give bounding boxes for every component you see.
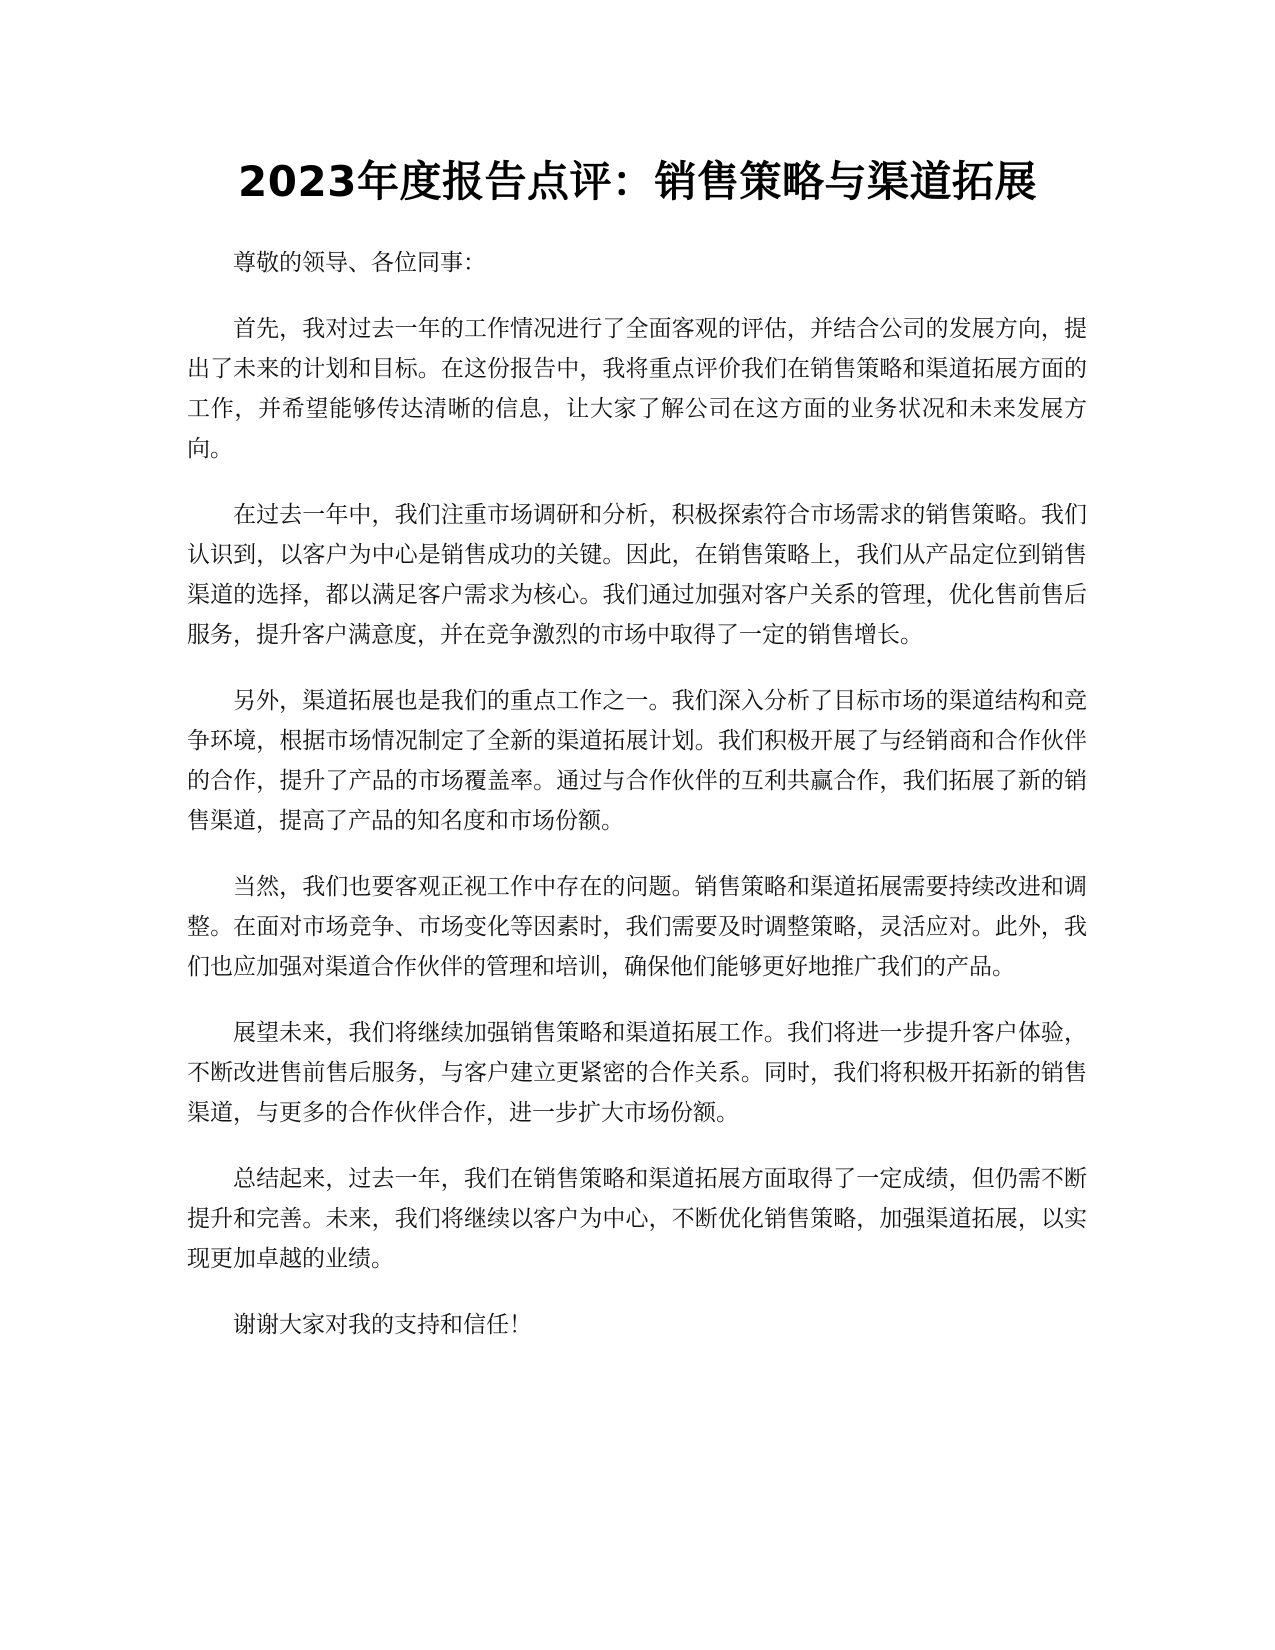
closing-paragraph: 谢谢大家对我的支持和信任！ bbox=[233, 1312, 532, 1338]
outlook-paragraph: 展望未来，我们将继续加强销售策略和渠道拓展工作。我们将进一步提升客户体验，不断改进售前售后服务，与客户建立更紧密的合作关系。同时，我们将积极开拓新的销售渠道，与更多的合作伙伴合作，进一步扩大市场份额。 bbox=[187, 1020, 1087, 1126]
sales-strategy-paragraph: 在过去一年中，我们注重市场调研和分析，积极探索符合市场需求的销售策略。我们认识到，以客户为中心是销售成功的关键。因此，在销售策略上，我们从产品定位到销售渠道的选择，都以满足客户需求为核心。我们通过加强对客户关系的管理，优化售前售后服务，提升客户满意度，并在竞争激烈的市场中取得了一定的销售增长。 bbox=[187, 502, 1087, 648]
document-title: 2023年度报告点评：销售策略与渠道拓展 bbox=[238, 157, 1037, 206]
document-body bbox=[187, 243, 1087, 1371]
issues-paragraph: 当然，我们也要客观正视工作中存在的问题。销售策略和渠道拓展需要持续改进和调整。在面对市场竞争、市场变化等因素时，我们需要及时调整策略，灵活应对。此外，我们也应加强对渠道合作伙伴的管理和培训，确保他们能够更好地推广我们的产品。 bbox=[187, 874, 1087, 980]
salutation-paragraph: 尊敬的领导、各位同事： bbox=[233, 250, 486, 276]
intro-paragraph: 首先，我对过去一年的工作情况进行了全面客观的评估，并结合公司的发展方向，提出了未来的计划和目标。在这份报告中，我将重点评价我们在销售策略和渠道拓展方面的工作，并希望能够传达清晰的信息，让大家了解公司在这方面的业务状况和未来发展方向。 bbox=[187, 316, 1087, 462]
summary-paragraph: 总结起来，过去一年，我们在销售策略和渠道拓展方面取得了一定成绩，但仍需不断提升和完善。未来，我们将继续以客户为中心，不断优化销售策略，加强渠道拓展，以实现更加卓越的业绩。 bbox=[187, 1166, 1087, 1272]
channel-expansion-paragraph: 另外，渠道拓展也是我们的重点工作之一。我们深入分析了目标市场的渠道结构和竞争环境，根据市场情况制定了全新的渠道拓展计划。我们积极开展了与经销商和合作伙伴的合作，提升了产品的市场覆盖率。通过与合作伙伴的互利共赢合作，我们拓展了新的销售渠道，提高了产品的知名度和市场份额。 bbox=[187, 688, 1087, 834]
